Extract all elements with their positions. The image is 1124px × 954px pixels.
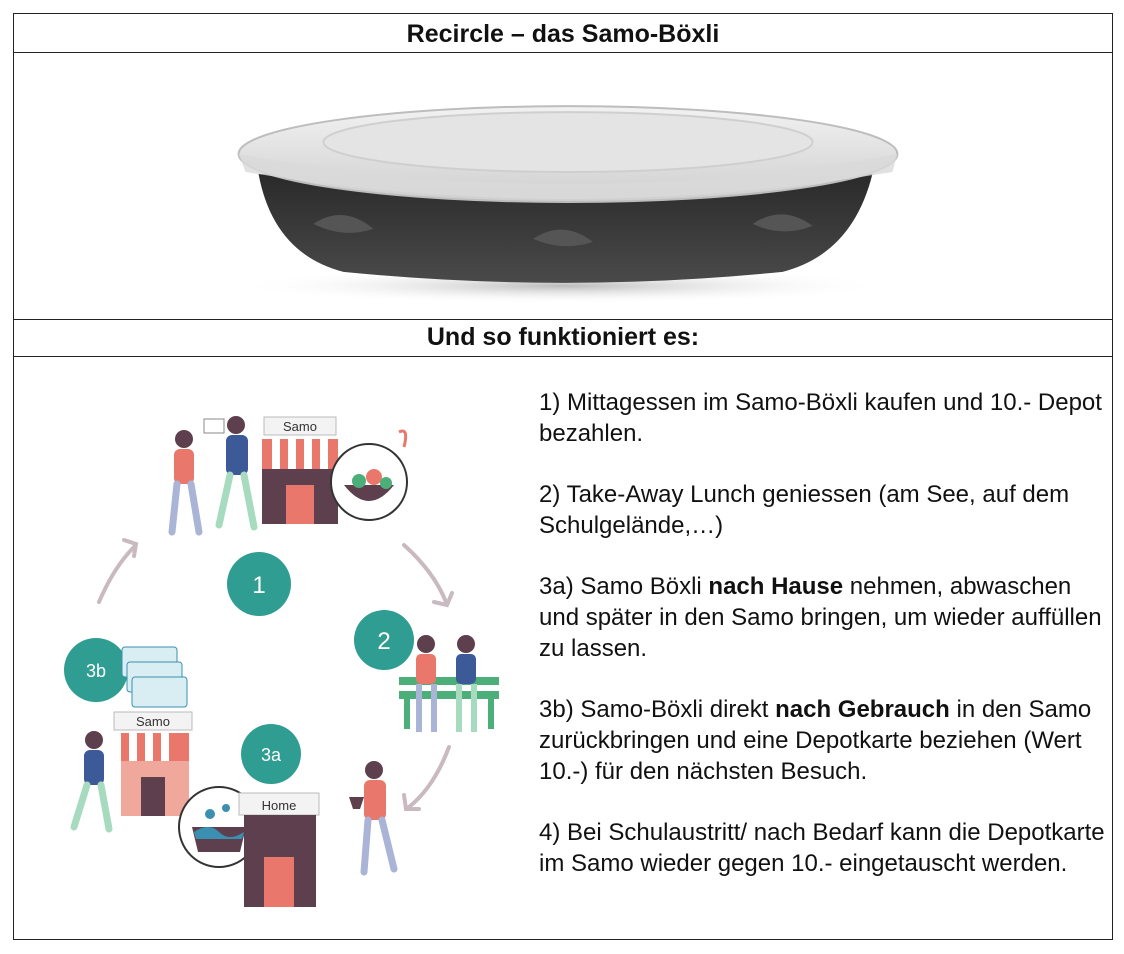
shop2-illustration [114, 712, 192, 816]
step-2: 2) Take-Away Lunch geniessen (am See, auf dem Schulgelände,…) [539, 481, 1070, 539]
step-4: 4) Bei Schulaustritt/ nach Bedarf kann die Depotkarte im Samo wieder gegen 10.- eingetauscht werden. [539, 819, 1105, 877]
svg-text:1: 1 [252, 572, 266, 599]
box-photo [14, 54, 1112, 320]
step-1: 1) Mittagessen im Samo-Böxli kaufen und 10.- Depot bezahlen. [539, 389, 1102, 447]
svg-text:3a: 3a [260, 745, 282, 765]
home-illustration [239, 793, 319, 907]
people-illustration [172, 416, 254, 532]
shop-label: Samo [283, 419, 317, 434]
section-title: Und so funktioniert es: [426, 323, 700, 351]
step-3b-emphasis: nach Gebrauch [775, 696, 950, 723]
page-title: Recircle – das Samo-Böxli [406, 20, 720, 48]
divider [14, 52, 1112, 53]
step-3a-emphasis: nach Hause [708, 573, 844, 600]
home-label: Home [261, 798, 297, 813]
person2-illustration [349, 761, 394, 872]
shop2-label: Samo [136, 714, 170, 729]
step-3b: 3b) Samo-Böxli direkt nach Gebrauch in den Samo zurückbringen und eine Depotkarte beziehen (Wert 10.-) für den nächsten Besuch. [539, 696, 1092, 785]
step-badge-3b [64, 638, 128, 702]
info-table [13, 13, 1113, 940]
steps-list [539, 387, 1109, 909]
shop-illustration [262, 417, 338, 524]
step-badge-1 [227, 552, 291, 616]
bench-illustration [399, 635, 499, 732]
svg-text:3b: 3b [85, 661, 107, 681]
step-badge-3a [241, 724, 301, 784]
divider [14, 319, 1112, 320]
process-illustration [14, 357, 524, 939]
depot-card-icon [122, 647, 187, 707]
person-illustration [74, 731, 109, 829]
svg-text:2: 2 [377, 628, 391, 655]
step-badge-2 [354, 610, 414, 670]
step-3a: 3a) Samo Böxli nach Hause nehmen, abwaschen und später in den Samo bringen, um wieder auffüllen zu lassen. [539, 573, 1102, 662]
